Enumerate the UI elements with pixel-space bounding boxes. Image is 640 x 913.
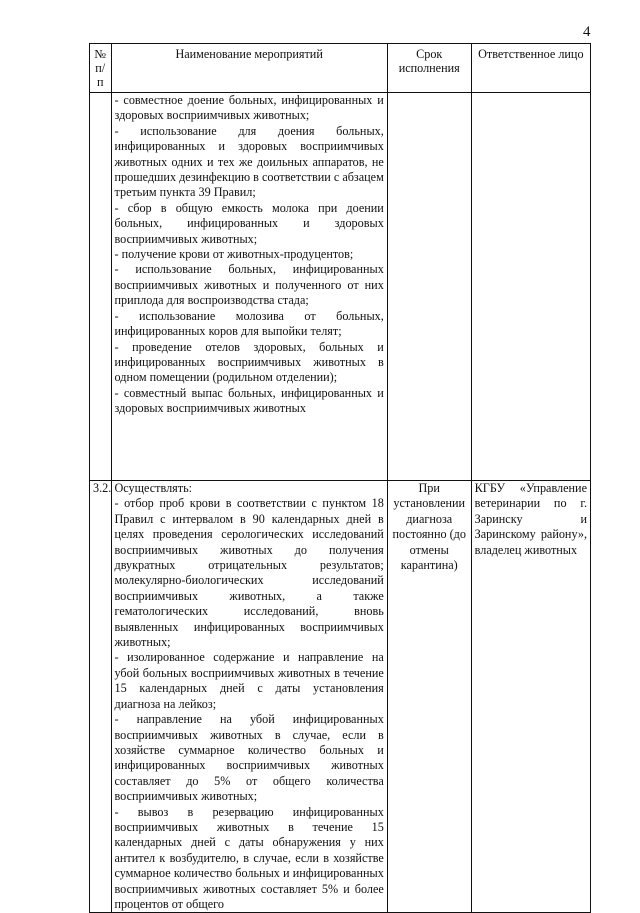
list-item: - совместный выпас больных, инфицированных и здоровых восприимчивых животных [114, 385, 384, 416]
list-item: - использование для доения больных, инфицированных и здоровых восприимчивых животных одних и тех же доильных аппаратов, не прошедших дезинфекцию в соответствии с абзацем третьим пункта 39 Правил; [114, 123, 384, 200]
row-number: 3.2. [90, 481, 112, 913]
table-row-continuation [90, 93, 591, 481]
header-responsible: Ответственное лицо [471, 44, 590, 93]
list-item: - проведение отелов здоровых, больных и инфицированных восприимчивых животных в одном помещении (родильном отделении); [114, 339, 384, 385]
list-item: - получение крови от животных-продуцентов; [114, 247, 354, 262]
cell-deadline-empty [387, 93, 471, 481]
page-number: 4 [583, 24, 591, 40]
list-item: - направление на убой инфицированных восприимчивых животных в случае, если в хозяйстве суммарное количество больных и инфицированных восприимчивых животных составляет до 5% от общего количества восприимчивых животных; [114, 712, 384, 804]
cell-responsible: КГБУ «Управление ветеринарии по г. Заринску и Заринскому району», владелец животных [471, 481, 590, 913]
header-name: Наименование мероприятий [111, 44, 387, 93]
list-item: - изолированное содержание и направление на убой больных восприимчивых животных в течение 15 календарных дней с даты установления диагноза на лейкоз; [114, 650, 384, 711]
list-item: - вывоз в резервацию инфицированных восприимчивых животных в течение 15 календарных дней с даты обнаружения у них антител к возбудителю, в случае, если в хозяйстве суммарное количество больных и инфицированных восприимчивых животных составляет 5% и более процентов от общего [114, 804, 384, 911]
header-number: № п/п [90, 44, 112, 93]
cell-deadline: При установлении диагноза постоянно (до отмены карантина) [387, 481, 471, 913]
measures-intro: Осуществлять: [114, 481, 193, 495]
cell-measures-continuation [111, 93, 387, 481]
table-header-row [90, 44, 591, 93]
list-item: - отбор проб крови в соответствии с пунктом 18 Правил с интервалом в 90 календарных дней в целях проведения серологических исследований восприимчивых животных до получения двукратных отрицательных результатов; молекулярно-биологических исследований восприимчивых животных, а также гематологических исследований, вновь выявленных инфицированных восприимчивых животных; [114, 496, 384, 650]
list-item: - использование больных, инфицированных восприимчивых животных и полученного от них приплода для воспроизводства стада; [114, 262, 384, 308]
cell-measures [111, 481, 387, 913]
table-row-3-2 [90, 481, 591, 913]
list-item: - совместное доение больных, инфицированных и здоровых восприимчивых животных; [114, 93, 384, 123]
cell-responsible-empty [471, 93, 590, 481]
header-deadline: Срок исполнения [387, 44, 471, 93]
measures-table [89, 43, 591, 913]
list-item: - использование молозива от больных, инфицированных коров для выпойки телят; [114, 308, 384, 339]
list-item: - сбор в общую емкость молока при доении больных, инфицированных и здоровых восприимчивых животных; [114, 200, 384, 246]
cell-number-empty [90, 93, 112, 481]
